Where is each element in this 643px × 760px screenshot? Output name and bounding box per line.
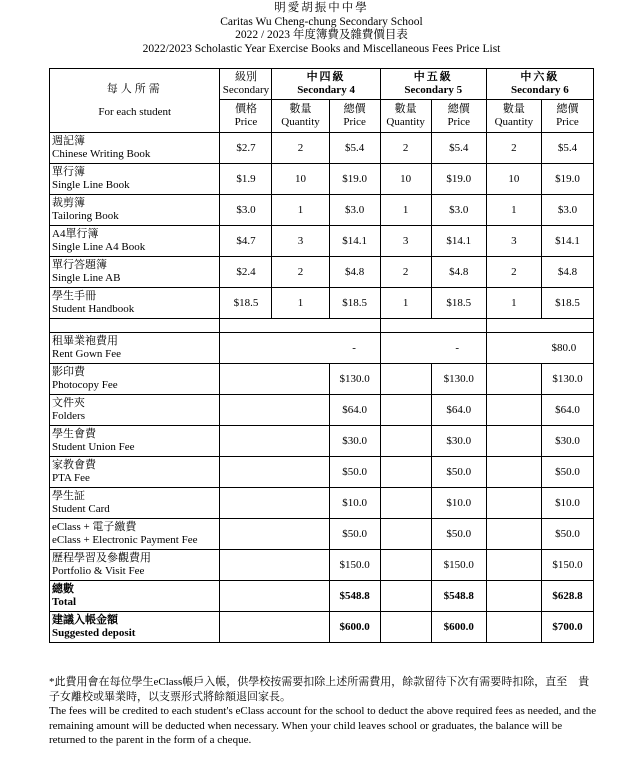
fee-label (50, 519, 220, 550)
s4-price: $14.1 (329, 226, 380, 257)
footnote (49, 675, 597, 748)
header-row-1 (50, 69, 594, 100)
table-row (50, 550, 594, 581)
s5-header-zh: 中五級 (413, 71, 453, 83)
total-label-zh: 總數 (52, 583, 74, 595)
s6-fee: $64.0 (541, 395, 593, 426)
qty-zh: 數量 (502, 103, 525, 115)
s4-qty: 10 (272, 164, 329, 195)
table-row (50, 226, 594, 257)
empty-cell (220, 519, 329, 550)
fee-label (50, 457, 220, 488)
level-header-zh: 級別 (234, 71, 257, 83)
empty-cell (486, 581, 541, 612)
s5-deposit: $600.0 (431, 612, 486, 643)
s5-price-header (431, 100, 486, 133)
fee-label-zh: eClass + 電子繳費 (52, 521, 137, 533)
empty-cell (220, 457, 329, 488)
item-label-zh: 裁剪簿 (52, 197, 85, 209)
s5-header-en: Secondary 5 (404, 84, 463, 96)
s5-fee: $10.0 (431, 488, 486, 519)
item-label-zh: A4單行簿 (52, 228, 99, 240)
unit-price-zh: 價格 (234, 103, 257, 115)
s5-fee: $50.0 (431, 519, 486, 550)
s6-qty: 1 (486, 288, 541, 319)
s6-price: $19.0 (541, 164, 593, 195)
s6-price: $18.5 (541, 288, 593, 319)
table-row (50, 457, 594, 488)
empty-cell (486, 457, 541, 488)
s4-price: $3.0 (329, 195, 380, 226)
s5-fee: $150.0 (431, 550, 486, 581)
deposit-label-en: Suggested deposit (52, 627, 136, 639)
s5-price: $4.8 (431, 257, 486, 288)
spacer-cell (486, 319, 593, 333)
s5-fee: $64.0 (431, 395, 486, 426)
s4-qty: 2 (272, 133, 329, 164)
s4-header-en: Secondary 4 (297, 84, 355, 96)
unit-price: $2.7 (220, 133, 272, 164)
item-label (50, 257, 220, 288)
item-label (50, 226, 220, 257)
item-label-en: Student Handbook (52, 303, 135, 315)
fee-label-en: Folders (52, 410, 85, 422)
table-row (50, 364, 594, 395)
s4-deposit: $600.0 (329, 612, 380, 643)
s6-fee: $80.0 (486, 333, 593, 364)
empty-cell (486, 550, 541, 581)
empty-cell (486, 395, 541, 426)
total-price-en: Price (556, 116, 579, 128)
total-price-zh: 總價 (556, 103, 579, 115)
s6-price-header (541, 100, 593, 133)
item-label-zh: 單行答題簿 (52, 259, 107, 271)
s5-qty: 10 (380, 164, 431, 195)
s4-price-header (329, 100, 380, 133)
spacer-cell (220, 319, 380, 333)
fee-label-en: Photocopy Fee (52, 379, 118, 391)
s6-qty-header (486, 100, 541, 133)
spacer-row (50, 319, 594, 333)
fee-label-zh: 影印費 (52, 366, 85, 378)
total-price-zh: 總價 (447, 103, 470, 115)
s5-qty: 3 (380, 226, 431, 257)
table-row (50, 133, 594, 164)
fee-label-en: Student Card (52, 503, 110, 515)
total-price-zh: 總價 (343, 103, 366, 115)
s6-qty: 3 (486, 226, 541, 257)
s5-fee: - (380, 333, 486, 364)
s6-total: $628.8 (541, 581, 593, 612)
s5-price: $19.0 (431, 164, 486, 195)
s6-fee: $10.0 (541, 488, 593, 519)
school-name-zh: 明愛胡振中中學 (274, 2, 369, 14)
footnote-zh: *此費用會在每位學生eClass帳戶入帳，供學校按需要扣除上述所需費用，餘款留待下次有需要時扣除，直至 貴子女離校或畢業時，以支票形式將餘額退回家長。 (49, 676, 590, 703)
table-row (50, 395, 594, 426)
fee-label-en: Portfolio & Visit Fee (52, 565, 145, 577)
table-row (50, 426, 594, 457)
s4-price: $18.5 (329, 288, 380, 319)
fee-label (50, 364, 220, 395)
price-list-table (49, 68, 594, 643)
s6-deposit: $700.0 (541, 612, 593, 643)
total-price-en: Price (343, 116, 366, 128)
item-label-zh: 單行簿 (52, 166, 85, 178)
fee-label-zh: 租畢業袍費用 (52, 335, 118, 347)
fee-label (50, 333, 220, 364)
s6-header-en: Secondary 6 (511, 84, 569, 96)
fee-label (50, 488, 220, 519)
fee-label (50, 395, 220, 426)
item-label-zh: 學生手冊 (52, 290, 96, 302)
s5-fee: $30.0 (431, 426, 486, 457)
s6-qty: 1 (486, 195, 541, 226)
title-zh: 2022 / 2023 年度簿費及雜費價目表 (235, 29, 408, 41)
s4-qty: 1 (272, 195, 329, 226)
qty-en: Quantity (386, 116, 425, 128)
empty-cell (486, 612, 541, 643)
fee-label-zh: 家教會費 (52, 459, 96, 471)
s4-total: $548.8 (329, 581, 380, 612)
spacer-cell (380, 319, 486, 333)
table-row (50, 257, 594, 288)
qty-en: Quantity (494, 116, 534, 128)
table-row (50, 333, 594, 364)
s5-price: $18.5 (431, 288, 486, 319)
empty-cell (220, 488, 329, 519)
qty-zh: 數量 (289, 103, 312, 115)
s6-fee: $50.0 (541, 457, 593, 488)
s6-header (486, 69, 593, 100)
s4-qty-header (272, 100, 329, 133)
s6-price: $3.0 (541, 195, 593, 226)
s5-price: $14.1 (431, 226, 486, 257)
fee-label-en: Student Union Fee (52, 441, 135, 453)
total-label (50, 581, 220, 612)
level-header-en: Secondary (222, 84, 270, 96)
item-label (50, 195, 220, 226)
s6-price: $14.1 (541, 226, 593, 257)
s5-fee: $130.0 (431, 364, 486, 395)
s5-price: $5.4 (431, 133, 486, 164)
s4-fee: $50.0 (329, 457, 380, 488)
s5-qty: 1 (380, 288, 431, 319)
deposit-label-zh: 建議入帳金額 (52, 614, 118, 626)
s6-qty: 10 (486, 164, 541, 195)
total-label-en: Total (52, 596, 77, 608)
s6-qty: 2 (486, 257, 541, 288)
item-label-en: Tailoring Book (52, 210, 119, 222)
s6-price: $4.8 (541, 257, 593, 288)
school-name-en: Caritas Wu Cheng-chung Secondary School (220, 15, 423, 28)
s5-total: $548.8 (431, 581, 486, 612)
s4-header (272, 69, 380, 100)
total-row (50, 581, 594, 612)
empty-cell (486, 426, 541, 457)
s4-qty: 3 (272, 226, 329, 257)
s6-qty: 2 (486, 133, 541, 164)
fee-label (50, 550, 220, 581)
table-row (50, 195, 594, 226)
fee-label-zh: 文件夾 (52, 397, 85, 409)
empty-cell (380, 364, 431, 395)
s4-qty: 1 (272, 288, 329, 319)
empty-cell (220, 395, 329, 426)
unit-price: $4.7 (220, 226, 272, 257)
s5-qty: 2 (380, 133, 431, 164)
s4-fee: $50.0 (329, 519, 380, 550)
empty-cell (380, 426, 431, 457)
unit-price-header (220, 100, 272, 133)
spacer-cell (50, 319, 220, 333)
unit-price: $18.5 (220, 288, 272, 319)
s4-price: $19.0 (329, 164, 380, 195)
qty-zh: 數量 (394, 103, 417, 115)
level-header-cell (220, 69, 272, 100)
s5-fee: $50.0 (431, 457, 486, 488)
s5-qty: 2 (380, 257, 431, 288)
unit-price: $3.0 (220, 195, 272, 226)
s6-header-zh: 中六級 (520, 71, 560, 83)
empty-cell (380, 550, 431, 581)
deposit-label (50, 612, 220, 643)
item-label-en: Single Line Book (52, 179, 130, 191)
empty-cell (380, 519, 431, 550)
item-header-cell (50, 69, 220, 133)
item-label (50, 288, 220, 319)
s6-price: $5.4 (541, 133, 593, 164)
s6-fee: $50.0 (541, 519, 593, 550)
qty-en: Quantity (281, 116, 320, 128)
s4-price: $4.8 (329, 257, 380, 288)
empty-cell (486, 519, 541, 550)
item-label-en: Single Line AB (52, 272, 121, 284)
deposit-row (50, 612, 594, 643)
empty-cell (220, 426, 329, 457)
item-label (50, 164, 220, 195)
empty-cell (220, 364, 329, 395)
s5-header (380, 69, 486, 100)
empty-cell (220, 612, 329, 643)
table-row (50, 519, 594, 550)
s4-fee: $64.0 (329, 395, 380, 426)
total-price-en: Price (447, 116, 471, 128)
s4-fee: $30.0 (329, 426, 380, 457)
empty-cell (486, 364, 541, 395)
empty-cell (380, 488, 431, 519)
empty-cell (380, 395, 431, 426)
s4-fee: $150.0 (329, 550, 380, 581)
item-label (50, 133, 220, 164)
s4-fee: $130.0 (329, 364, 380, 395)
empty-cell (486, 488, 541, 519)
fee-label-zh: 歷程學習及參觀費用 (52, 552, 151, 564)
s4-header-zh: 中四級 (306, 71, 346, 83)
unit-price-en: Price (234, 116, 258, 128)
fee-label-zh: 學生會費 (52, 428, 96, 440)
fee-label-en: PTA Fee (52, 472, 90, 484)
item-header-zh: 每人所需 (106, 82, 163, 95)
empty-cell (380, 457, 431, 488)
table-row (50, 288, 594, 319)
s4-fee: - (220, 333, 380, 364)
footnote-en: The fees will be credited to each student's eClass account for the school to deduct the above required fees as needed, and the remaining amount will be deducted when necessary. When your child leaves school or graduates, the balance will be returned to the parent in the form of a cheque. (49, 705, 597, 746)
s4-fee: $10.0 (329, 488, 380, 519)
fee-label-en: Rent Gown Fee (52, 348, 122, 360)
empty-cell (380, 581, 431, 612)
s5-qty-header (380, 100, 431, 133)
s6-fee: $30.0 (541, 426, 593, 457)
fee-label (50, 426, 220, 457)
s5-price: $3.0 (431, 195, 486, 226)
unit-price: $1.9 (220, 164, 272, 195)
s4-qty: 2 (272, 257, 329, 288)
fee-label-zh: 學生証 (52, 490, 85, 502)
s4-price: $5.4 (329, 133, 380, 164)
title-en: 2022/2023 Scholastic Year Exercise Books and Miscellaneous Fees Price List (142, 42, 501, 55)
item-label-en: Chinese Writing Book (52, 148, 151, 160)
s6-fee: $150.0 (541, 550, 593, 581)
fee-label-en: eClass + Electronic Payment Fee (52, 534, 198, 546)
item-header-en: For each student (98, 105, 172, 118)
item-label-en: Single Line A4 Book (52, 241, 146, 253)
table-row (50, 164, 594, 195)
empty-cell (380, 612, 431, 643)
table-row (50, 488, 594, 519)
s5-qty: 1 (380, 195, 431, 226)
empty-cell (220, 581, 329, 612)
item-label-zh: 週記簿 (52, 135, 85, 147)
empty-cell (220, 550, 329, 581)
s6-fee: $130.0 (541, 364, 593, 395)
document-header (0, 0, 643, 56)
unit-price: $2.4 (220, 257, 272, 288)
